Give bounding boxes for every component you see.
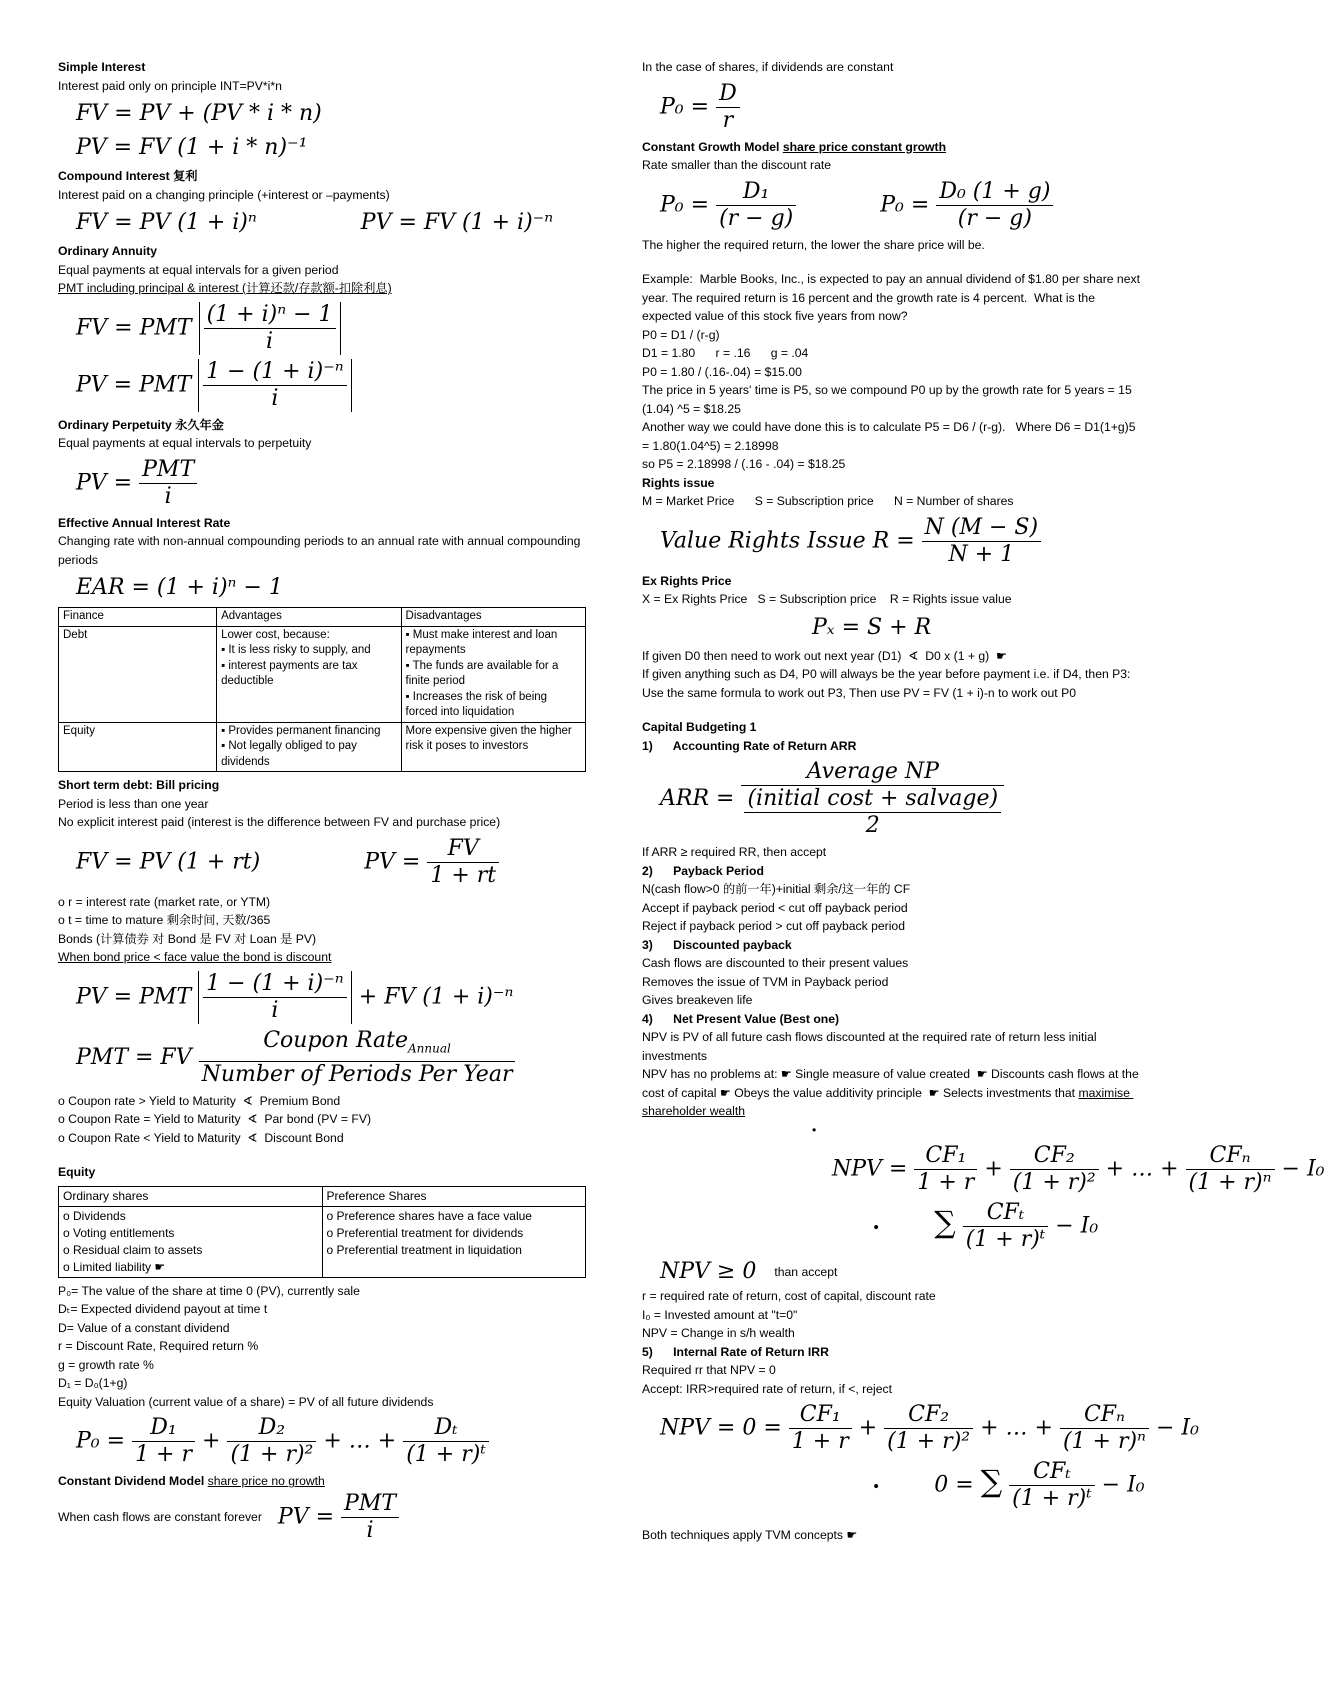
higher-return-note: The higher the required return, the lower the share price will be. xyxy=(642,237,985,252)
perpetuity-title: Ordinary Perpetuity 永久年金 xyxy=(58,417,224,432)
cf2-den: (1 + r)² xyxy=(1012,1170,1096,1195)
irr-title: 5) Internal Rate of Return IRR xyxy=(642,1344,829,1359)
equity-title: Equity xyxy=(58,1165,96,1180)
arr-den-num: (initial cost + salvage) xyxy=(744,786,1001,813)
cdm-lhs: PV = xyxy=(277,1504,335,1530)
cgm-title xyxy=(642,138,1142,157)
simple-interest-title: Simple Interest xyxy=(58,60,146,74)
disadvantages-header: Disadvantages xyxy=(401,608,585,627)
compound-fv-formula: FV = PV (1 + i)ⁿ xyxy=(76,210,257,235)
example-line: P0 = D1 / (r-g) xyxy=(642,327,720,342)
cfn-num: CFₙ xyxy=(1060,1402,1149,1429)
right-column xyxy=(642,58,1324,1545)
payback-title: 2) Payback Period xyxy=(642,863,764,878)
sigma-symbol: ∑ xyxy=(980,1464,1003,1500)
preference-shares-header: Preference Shares xyxy=(322,1186,586,1206)
bullet-dot: • xyxy=(872,1479,881,1496)
cft-num: CFₜ xyxy=(1009,1459,1095,1486)
bond-pv-den: i xyxy=(271,997,279,1023)
term2-num: D₂ xyxy=(227,1415,316,1442)
cgm-title-text: Constant Growth Model xyxy=(642,139,783,154)
dpb-2: Removes the issue of TVM in Payback period xyxy=(642,974,889,989)
annuity-pv-lhs: PV = PMT xyxy=(76,372,192,397)
annuity-fv-formula xyxy=(76,302,588,355)
sigma-symbol: ∑ xyxy=(934,1205,956,1241)
bond-pv-rhs: + FV (1 + i)⁻ⁿ xyxy=(358,984,514,1009)
def-g: g = growth rate % xyxy=(58,1357,154,1372)
i0-def: I₀ = Invested amount at "t=0" xyxy=(642,1307,798,1322)
annual-subscript: Annual xyxy=(408,1040,451,1055)
example-line: Example: Marble Books, Inc., is expected to pay an annual dividend of $1.80 per share next year. The required return is 16 percent and the growth rate is 4 percent. What is the expected value of this stock five years from now? xyxy=(642,272,1144,323)
plus-sign: + xyxy=(984,1156,1003,1182)
npv-problems xyxy=(642,1065,1142,1121)
ear-formula: EAR = (1 + i)ⁿ − 1 xyxy=(76,575,283,600)
arr-rule: If ARR ≥ required RR, then accept xyxy=(642,845,827,859)
arr-den xyxy=(741,786,1004,839)
bill-bullet-2: o t = time to mature 剩余时间, 天数/365 xyxy=(58,913,271,927)
perpetuity-formula xyxy=(76,457,588,510)
table-cell: Debt xyxy=(59,626,217,722)
arr-lhs: ARR = xyxy=(660,786,735,811)
table-cell: ▪ Provides permanent financing ▪ Not legally obliged to pay dividends xyxy=(217,722,401,772)
ellipsis-plus: + … + xyxy=(1105,1156,1179,1182)
def-r: r = Discount Rate, Required return % xyxy=(58,1339,259,1354)
cgm-den-2: (r − g) xyxy=(957,205,1032,231)
cft-den: (1 + r)ᵗ xyxy=(965,1227,1046,1252)
npv-accept-row xyxy=(642,1257,1142,1287)
def-d1: D₁ = D₀(1+g) xyxy=(58,1376,128,1391)
term1-num: D₁ xyxy=(132,1415,195,1442)
rights-num: N (M − S) xyxy=(922,515,1041,542)
cdm-formula xyxy=(278,1491,399,1544)
example-line: D1 = 1.80 r = .16 g = .04 xyxy=(642,346,809,360)
cgm-desc: Rate smaller than the discount rate xyxy=(642,158,832,172)
npv-sum-formula xyxy=(872,1200,1142,1253)
annuity-pv-num: 1 − (1 + i)⁻ⁿ xyxy=(203,359,347,386)
compound-pv-formula: PV = FV (1 + i)⁻ⁿ xyxy=(360,210,554,235)
bill-fv-formula: FV = PV (1 + rt) xyxy=(76,849,261,874)
example-line: P0 = 1.80 / (.16-.04) = $15.00 xyxy=(642,364,802,379)
dpb-3: Gives breakeven life xyxy=(642,993,753,1007)
discounted-payback-title: 3) Discounted payback xyxy=(642,937,792,952)
cfn-num: CFₙ xyxy=(1186,1143,1275,1170)
annuity-desc-2: PMT including principal & interest (计算还款/存款额-扣除利息) xyxy=(58,281,392,295)
r-def: r = required rate of return, cost of capital, discount rate xyxy=(642,1289,936,1303)
table-row xyxy=(59,1206,586,1277)
cf1-den: 1 + r xyxy=(917,1170,975,1195)
cdm-row xyxy=(58,1491,588,1544)
cfn-den: (1 + r)ⁿ xyxy=(1188,1170,1272,1195)
bond-pv-formula xyxy=(76,971,588,1024)
annuity-title: Ordinary Annuity xyxy=(58,244,158,258)
cdm-title xyxy=(58,1472,588,1491)
short-term-l2: No explicit interest paid (interest is the difference between FV and purchase price) xyxy=(58,815,501,829)
ordinary-shares-cell: o Dividends o Voting entitlements o Residual claim to assets o Limited liability ☛ xyxy=(59,1206,323,1277)
rights-desc: M = Market Price S = Subscription price N = Number of shares xyxy=(642,494,1014,508)
arr-den-den: 2 xyxy=(865,813,880,838)
term2-den: (1 + r)² xyxy=(230,1442,314,1468)
cgm-title-underline: share price constant growth xyxy=(782,139,947,154)
p0-const-lhs: P₀ = xyxy=(660,94,710,119)
bond-pmt-num xyxy=(199,1028,516,1062)
def-dt: Dₜ= Expected dividend payout at time t xyxy=(58,1302,268,1317)
bill-pv-num: FV xyxy=(427,836,499,863)
term3-den: (1 + r)ᵗ xyxy=(406,1442,486,1468)
example-line: Another way we could have done this is to calculate P5 = D6 / (r-g). Where D6 = D1(1+g)5 = 1.80(1.04^5) = 2.18998 xyxy=(642,420,1139,453)
ex-rights-desc: X = Ex Rights Price S = Subscription price R = Rights issue value xyxy=(642,592,1012,606)
cf1-num: CF₁ xyxy=(789,1402,852,1429)
p0-const-den: r xyxy=(722,107,734,133)
cdm-den: i xyxy=(366,1517,374,1543)
rights-den: N + 1 xyxy=(948,541,1015,567)
bond-bullet-2: o Coupon Rate = Yield to Maturity ∢ Par bond (PV = FV) xyxy=(58,1112,372,1127)
annuity-fv-den: i xyxy=(266,328,274,354)
cgm-lhs-1: P₀ = xyxy=(660,192,710,217)
compound-interest-desc: Interest paid on a changing principle (+interest or –payments) xyxy=(58,187,390,202)
table-cell: More expensive given the higher risk it poses to investors xyxy=(401,722,585,772)
bond-bullet-1: o Coupon rate > Yield to Maturity ∢ Premium Bond xyxy=(58,1093,341,1108)
payback-accept: Accept if payback period < cut off payback period xyxy=(642,900,908,915)
advantages-header: Advantages xyxy=(217,608,401,627)
simple-pv-formula: PV = FV (1 + i * n)⁻¹ xyxy=(76,135,308,160)
shares-const: In the case of shares, if dividends are constant xyxy=(642,60,894,74)
p0-const-num: D xyxy=(716,81,740,108)
cf2-num: CF₂ xyxy=(884,1402,973,1429)
npv-def: NPV = Change in s/h wealth xyxy=(642,1326,795,1340)
npv-desc: NPV is PV of all future cash flows discounted at the required rate of return less initial investments xyxy=(642,1030,1100,1063)
table-cell: Lower cost, because: ▪ It is less risky to supply, and ▪ interest payments are tax deductible xyxy=(217,626,401,722)
cb-title: Capital Budgeting 1 xyxy=(642,720,757,734)
coupon-rate-text: Coupon Rate xyxy=(263,1027,408,1053)
both-techniques: Both techniques apply TVM concepts ☛ xyxy=(642,1528,858,1542)
bullet-dot: • xyxy=(872,1220,881,1237)
compound-formulas xyxy=(76,208,588,238)
cfn-den: (1 + r)ⁿ xyxy=(1062,1429,1146,1454)
bond-pmt-formula xyxy=(76,1028,588,1088)
cf2-num: CF₂ xyxy=(1010,1143,1099,1170)
bonds-l2: When bond price < face value the bond is discount xyxy=(58,950,332,964)
irr-req: Required rr that NPV = 0 xyxy=(642,1363,776,1377)
cgm-lhs-2: P₀ = xyxy=(880,192,930,217)
then-accept: than accept xyxy=(774,1264,838,1279)
finance-table xyxy=(58,607,586,772)
short-term-title: Short term debt: Bill pricing xyxy=(58,778,220,792)
cdm-num: PMT xyxy=(341,1491,399,1518)
table-row xyxy=(59,626,586,722)
annuity-fv-lhs: FV = PMT xyxy=(76,315,192,340)
finance-header: Finance xyxy=(59,608,217,627)
npv-lhs: NPV = xyxy=(832,1156,908,1182)
cft-num: CFₜ xyxy=(963,1200,1049,1227)
bond-pmt-den: Number of Periods Per Year xyxy=(201,1061,513,1087)
minus-i0: − I₀ xyxy=(1155,1415,1199,1441)
bill-pv-lhs: PV = xyxy=(364,849,421,874)
p0-sum-formula xyxy=(76,1415,588,1468)
p0-const-formula xyxy=(660,81,1142,134)
plus-sign: + xyxy=(202,1428,221,1454)
minus-i0: − I₀ xyxy=(1101,1472,1145,1498)
annuity-pv-formula xyxy=(76,359,588,412)
minus-i0: − I₀ xyxy=(1055,1213,1099,1239)
perpetuity-lhs: PV = xyxy=(76,470,133,495)
annuity-pv-den: i xyxy=(271,385,279,411)
example-line: so P5 = 2.18998 / (.16 - .04) = $18.25 xyxy=(642,457,846,471)
cdm-title-text: Constant Dividend Model xyxy=(58,1474,208,1489)
short-term-l1: Period is less than one year xyxy=(58,796,209,811)
table-row xyxy=(59,722,586,772)
example-line: The price in 5 years' time is P5, so we compound P0 up by the growth rate for 5 years = 15 (1.04) ^5 = $18.25 xyxy=(642,383,1136,416)
bullet-dot: • xyxy=(812,1122,817,1137)
ellipsis-plus: + … + xyxy=(323,1428,397,1454)
equity-valuation: Equity Valuation (current value of a share) = PV of all future dividends xyxy=(58,1394,434,1409)
left-column xyxy=(58,58,588,1544)
rights-formula xyxy=(660,515,1142,568)
simple-fv-formula: FV = PV + (PV * i * n) xyxy=(76,101,322,126)
annuity-desc: Equal payments at equal intervals for a given period xyxy=(58,262,339,277)
ellipsis-plus: + … + xyxy=(980,1415,1053,1441)
def-d: D= Value of a constant dividend xyxy=(58,1320,230,1335)
simple-interest-desc: Interest paid only on principle INT=PV*i*n xyxy=(58,78,282,93)
ear-title: Effective Annual Interest Rate xyxy=(58,515,231,530)
cft-den: (1 + r)ᵗ xyxy=(1012,1486,1092,1511)
perpetuity-num: PMT xyxy=(139,457,197,484)
npv-ge-formula: NPV ≥ 0 xyxy=(660,1259,757,1284)
d0-note: If given D0 then need to work out next year (D1) ∢ D0 x (1 + g) ☛ xyxy=(642,648,1007,663)
cgm-num-2: D₀ (1 + g) xyxy=(936,179,1053,206)
irr-sum-formula xyxy=(872,1459,1145,1512)
payback-reject: Reject if payback period > cut off payback period xyxy=(642,919,905,933)
ex-rights-formula: Pₓ = S + R xyxy=(812,614,932,640)
dpb-1: Cash flows are discounted to their present values xyxy=(642,956,909,970)
npv-formula xyxy=(832,1143,1324,1196)
payback-desc: N(cash flow>0 的前一年)+initial 剩余/这一年的 CF xyxy=(642,882,911,896)
cgm-den-1: (r − g) xyxy=(719,205,794,231)
annuity-fv-num: (1 + i)ⁿ − 1 xyxy=(204,302,336,329)
npv-problems-text: NPV has no problems at: ☛ Single measure of value created ☛ Discounts cash flows at the cost of capital ☛ Obeys the value additivity principle ☛ Selects investments that xyxy=(642,1067,1143,1100)
cdm-title-underline: share price no growth xyxy=(207,1474,325,1489)
irr-accept: Accept: IRR>required rate of return, if <, reject xyxy=(642,1381,892,1396)
minus-i0: − I₀ xyxy=(1281,1156,1324,1182)
rights-title: Rights issue xyxy=(642,475,715,490)
irr-formula xyxy=(660,1402,1199,1455)
arr-formula xyxy=(660,759,1142,839)
bond-pv-lhs: PV = PMT xyxy=(76,984,192,1009)
term1-den: 1 + r xyxy=(135,1442,192,1468)
cgm-num-1: D₁ xyxy=(716,179,796,206)
compound-interest-title: Compound Interest 复利 xyxy=(58,169,198,183)
zero-eq: 0 = xyxy=(934,1472,974,1498)
cf1-num: CF₁ xyxy=(914,1143,977,1170)
bill-pv-den: 1 + rt xyxy=(430,862,497,888)
bill-formulas xyxy=(76,836,588,889)
irr-lhs: NPV = 0 = xyxy=(660,1415,782,1441)
arr-title: 1) Accounting Rate of Return ARR xyxy=(642,738,857,753)
cf1-den: 1 + r xyxy=(791,1429,849,1454)
rights-lhs: Value Rights Issue R = xyxy=(660,528,915,553)
ordinary-shares-header: Ordinary shares xyxy=(59,1186,323,1206)
cgm-formulas xyxy=(660,179,1142,232)
ex-rights-title: Ex Rights Price xyxy=(642,573,732,588)
bond-pv-num: 1 − (1 + i)⁻ⁿ xyxy=(203,971,347,998)
bill-bullet-1: o r = interest rate (market rate, or YTM) xyxy=(58,894,271,909)
def-p0: P₀= The value of the share at time 0 (PV), currently sale xyxy=(58,1283,360,1298)
bond-bullet-3: o Coupon Rate < Yield to Maturity ∢ Discount Bond xyxy=(58,1130,344,1145)
preference-shares-cell: o Preference shares have a face value o Preferential treatment for dividends o Preferential treatment in liquidation xyxy=(322,1206,586,1277)
table-cell: Equity xyxy=(59,722,217,772)
ear-desc: Changing rate with non-annual compounding periods to an annual rate with annual compounding periods xyxy=(58,534,584,567)
bond-pmt-lhs: PMT = FV xyxy=(76,1044,192,1070)
bonds-l1: Bonds (计算债券 对 Bond 是 FV 对 Loan 是 PV) xyxy=(58,931,317,946)
arr-num: Average NP xyxy=(741,759,1004,786)
npv-problems-underline: maximise shareholder wealth xyxy=(642,1085,1134,1118)
perpetuity-den: i xyxy=(164,483,172,509)
table-cell: ▪ Must make interest and loan repayments ▪ The funds are available for a finite period ▪ Increases the risk of being forced into liquidation xyxy=(401,626,585,722)
perpetuity-desc: Equal payments at equal intervals to perpetuity xyxy=(58,436,312,450)
d4-note: If given anything such as D4, P0 will always be the year before payment i.e. if D4, then P3: Use the same formula to work out P3, Then use PV = FV (1 + i)-n to work out P0 xyxy=(642,667,1134,700)
cdm-desc: When cash flows are constant forever xyxy=(58,1510,262,1525)
cf2-den: (1 + r)² xyxy=(887,1429,971,1454)
p0-lhs: P₀ = xyxy=(76,1428,126,1454)
npv-title: 4) Net Present Value (Best one) xyxy=(642,1011,840,1026)
plus-sign: + xyxy=(858,1415,878,1441)
shares-table xyxy=(58,1186,586,1278)
term3-num: Dₜ xyxy=(403,1415,489,1442)
